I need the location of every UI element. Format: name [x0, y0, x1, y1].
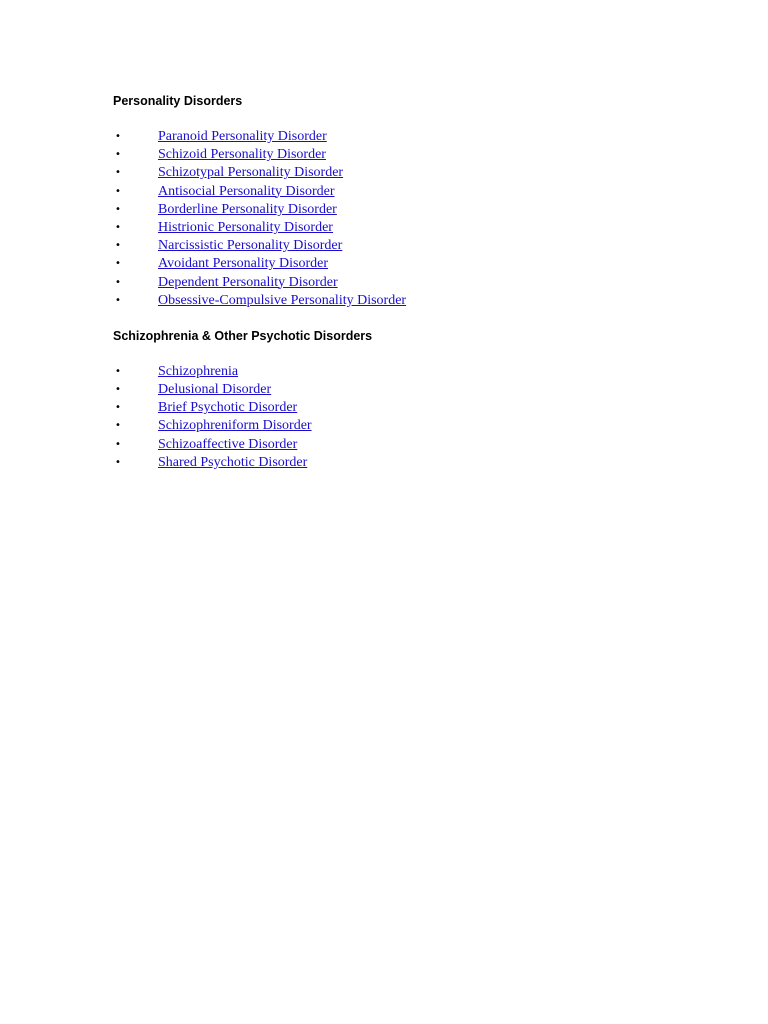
bullet-icon: • [115, 240, 121, 252]
list-item [113, 164, 733, 182]
link-borderline-personality-disorder[interactable]: Borderline Personality Disorder [158, 201, 337, 217]
link-schizotypal-personality-disorder[interactable]: Schizotypal Personality Disorder [158, 165, 344, 181]
list-item [113, 454, 733, 472]
list-item [113, 292, 733, 310]
list-item [113, 237, 733, 255]
link-paranoid-personality-disorder[interactable]: Paranoid Personality Disorder [158, 129, 327, 144]
list-item [113, 146, 733, 164]
bullet-icon: • [115, 456, 121, 468]
personality-disorders-list [113, 128, 733, 310]
link-delusional-disorder[interactable]: Delusional Disorder [158, 382, 272, 398]
section-heading-personality-disorders: Personality Disorders [113, 94, 243, 108]
link-narcissistic-personality-disorder[interactable]: Narcissistic Personality Disorder [158, 238, 343, 254]
link-avoidant-personality-disorder[interactable]: Avoidant Personality Disorder [158, 256, 329, 272]
link-obsessive-compulsive-personality-disorder[interactable]: Obsessive-Compulsive Personality Disorder [158, 292, 407, 308]
list-item [113, 128, 733, 146]
list-item [113, 255, 733, 273]
link-dependent-personality-disorder[interactable]: Dependent Personality Disorder [158, 274, 338, 290]
bullet-icon: • [115, 384, 121, 396]
link-shared-psychotic-disorder[interactable]: Shared Psychotic Disorder [158, 454, 308, 470]
bullet-icon: • [115, 185, 121, 197]
list-item [113, 183, 733, 201]
link-brief-psychotic-disorder[interactable]: Brief Psychotic Disorder [158, 400, 298, 416]
link-schizophrenia[interactable]: Schizophrenia [158, 363, 239, 379]
bullet-icon: • [115, 131, 121, 142]
bullet-icon: • [115, 276, 121, 288]
link-antisocial-personality-disorder[interactable]: Antisocial Personality Disorder [158, 183, 335, 199]
document-page [113, 92, 733, 472]
list-item [113, 363, 733, 381]
bullet-icon: • [115, 294, 121, 306]
list-item [113, 274, 733, 292]
psychotic-disorders-list [113, 363, 733, 472]
list-item [113, 417, 733, 435]
list-item [113, 399, 733, 417]
bullet-icon: • [115, 203, 121, 215]
bullet-icon: • [115, 258, 121, 270]
list-item [113, 381, 733, 399]
bullet-icon: • [115, 420, 121, 432]
list-item [113, 219, 733, 237]
link-schizoid-personality-disorder[interactable]: Schizoid Personality Disorder [158, 147, 326, 163]
link-histrionic-personality-disorder[interactable]: Histrionic Personality Disorder [158, 219, 333, 235]
bullet-icon: • [115, 221, 121, 233]
section-spacer [113, 310, 733, 327]
bullet-icon: • [115, 438, 121, 450]
section-heading-schizophrenia-psychotic-disorders: Schizophrenia & Other Psychotic Disorders [113, 328, 373, 343]
bullet-icon: • [115, 167, 121, 179]
bullet-icon: • [115, 149, 121, 161]
list-item [113, 201, 733, 219]
list-item [113, 436, 733, 454]
bullet-icon: • [115, 365, 121, 377]
bullet-icon: • [115, 402, 121, 414]
link-schizophreniform-disorder[interactable]: Schizophreniform Disorder [158, 418, 312, 434]
link-schizoaffective-disorder[interactable]: Schizoaffective Disorder [158, 436, 298, 452]
